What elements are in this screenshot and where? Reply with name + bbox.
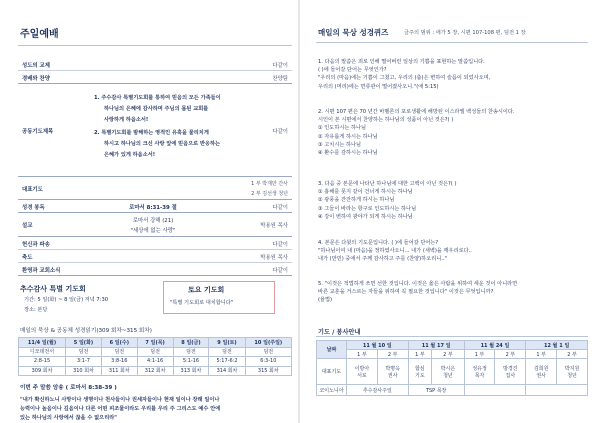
title-rule bbox=[18, 45, 292, 46]
quiz-question-5: 5. "이것은 적법하게 쓰면 선한 것입니다. 이것은 옳은 사람을 위하여 세운 것이 아니라면 바른 교훈을 거스르는 자들을 위하여 꼭 필요한 것입니다" 이것은 무엇입니까? (율법) bbox=[318, 281, 518, 304]
quiz-question-3: 3. 다음 중 본문에 나타난 하나님에 대한 고백이 아닌 것은?( ) ① 흉해를 못지 같이 건너게 하시는 하나님 ② 광풍을 잔잔하게 하시는 하나님 ③ 그들이 바라는 항구로 인도하시는 하나님 ④ 강이 변하여 광야가 되게 하시는 하나님 bbox=[318, 181, 457, 220]
order-row: 환영과 교회소식 다같이 bbox=[18, 263, 292, 276]
saturday-prayer-title: 토요 기도회 bbox=[188, 286, 225, 294]
duty-koinonia-row: 코이노니아 추수감사주일 TSP 목장 bbox=[317, 385, 588, 396]
reading-books-row: 디모데전서 딤전 딤전 딤전 딤전 딤전 딤전 bbox=[19, 347, 292, 357]
order-row: 헌신과 파송 다같이 bbox=[18, 237, 292, 250]
memory-title: 이번 주 말씀 암송 ( 로마서 8:38-39 ) bbox=[20, 385, 117, 391]
special-prayer-place: 장소: 본당 bbox=[24, 307, 48, 313]
reading-days-row: 11/4 일(월) 5 일(화) 6 일(수) 7 일(목) 8 일(금) 9 일(토) 10 일(주일) bbox=[19, 338, 292, 348]
order-row: 성도의 교제 다같이 bbox=[18, 58, 292, 71]
order-row: 대표기도 1 부 박재만 간사 2 부 김선생 청년 bbox=[18, 177, 292, 200]
duty-title: 기도 / 봉사안내 bbox=[318, 329, 361, 336]
saturday-prayer-text: "특별 기도회로 대치합니다" bbox=[170, 300, 234, 306]
duty-part-row: 1 부 2 부 1 부 2 부 1 부 2 부 1 부 2 부 bbox=[317, 350, 588, 359]
reading-rounds-row: 309 회차 310 회차 311 회차 312 회차 313 회차 314 회차 315 회차 bbox=[19, 366, 292, 376]
order-row: 성경 봉독 로마서 8:31-39 절 다같이 bbox=[18, 200, 292, 213]
order-row: 축도 박용원 목사 bbox=[18, 250, 292, 263]
reading-verses-row: 2:8-15 3:1-7 3:8-16 4:1-16 5:1-16 5:17-6:2 6:3-10 bbox=[19, 357, 292, 367]
quiz-title: 매일의 묵상 성경퀴즈 bbox=[318, 28, 389, 37]
reading-title: 매일의 묵상 & 공동체 성경읽기(309 회차~315 회차) bbox=[20, 328, 152, 334]
quiz-question-2: 2. 시편 107 편은 70 년간 바벨론의 포로생활에 해방된 이스라엘 백성들의 찬송시이다. 시인이 본 시편에서 찬양하는 하나님의 성품이 아닌 것은?( ) ① 인도하시는 하나님 ② 자유롭게 하시는 하나님 ③ 고치시는 하나님 ④ 환수를 갚하시는 하나님 bbox=[318, 109, 515, 156]
title-rule bbox=[316, 336, 588, 337]
order-row-prayer: 공동기도제목 1. 주수감사 특별기도회를 통하여 믿음의 모든 가족들이 하나님의 은혜에 감사하며 주님의 몸된 교회를 사랑하게 하옵소서! 2. 특별기도회를 밤해하는 영적인 유혹을 물리치게 하시고 하나님의 크신 사랑 앞에 믿음으로 반응하는 은혜가 있게 하옵소서! 다같이 bbox=[18, 84, 292, 177]
saturday-prayer-box bbox=[163, 281, 275, 314]
reading-table bbox=[18, 337, 292, 376]
title-rule bbox=[316, 42, 588, 43]
memory-line: 있는 하나님의 사랑에서 끊을 수 없으리라" bbox=[20, 415, 117, 421]
special-prayer-period: 기간: 5 일(화) ~ 8 일(금) 저녁 7:30 bbox=[24, 297, 109, 303]
memory-line: "내가 확신하노니 사망이나 생명이나 천사들이나 권세자들이나 현재 일이나 장래 일이나 bbox=[20, 397, 220, 403]
duty-prayer-row: 대표기도 이방아 서로 박명옥 권사 합심 기도 박시은 청년 성유정 목자 방경진 집사 김희원 권사 박지원 청년 bbox=[317, 359, 588, 385]
memory-line: 능력이나 높음이나 깊음이나 다른 어떤 피조물이라도 우리를 우리 주 그리스도 예수 안에 bbox=[20, 406, 221, 412]
duty-date-row: 날짜 11 월 10 일 11 월 17 일 11 월 24 일 12 월 1 일 bbox=[317, 341, 588, 350]
special-prayer-title: 추수감사 특별 기도회 bbox=[20, 285, 86, 293]
quiz-question-1: 1. 다음의 말씀은 죄로 인해 멸어버린 일상의 기쁨을 표현하는 말씀입니다. ( )에 들어갈 단어는 무엇인가? "우리의 (마음)에는 기쁨이 그쳤고, 우리의 (춤)은 변하여 슬픔이 되었사오며, 우리의 (머리)에는 면류관이 떨어졌사오니."(애 5:15) bbox=[318, 59, 491, 90]
quiz-question-4: 4. 본문은 다윗의 기도문입니다. ( )에 들어갈 단어는? "하나님이여 내 (마음)을 정하였사오니... 내가 (새벽)을 깨우리로다.. 내가 (만민) 중에서 주께 감사하고 주를 (찬양)하오리니.." bbox=[318, 240, 472, 263]
order-row: 설교 로마서 강해 (21) "세상에 없는 사랑" 박용원 목사 bbox=[18, 213, 292, 237]
quiz-range: 금주의 범위 : 애가 5 장, 시편 107-108 편, 딤전 1 장 bbox=[404, 30, 526, 36]
duty-table bbox=[316, 340, 588, 396]
worship-title: 주일예배 bbox=[20, 29, 59, 40]
order-row: 경배와 찬양 찬양팀 bbox=[18, 71, 292, 84]
